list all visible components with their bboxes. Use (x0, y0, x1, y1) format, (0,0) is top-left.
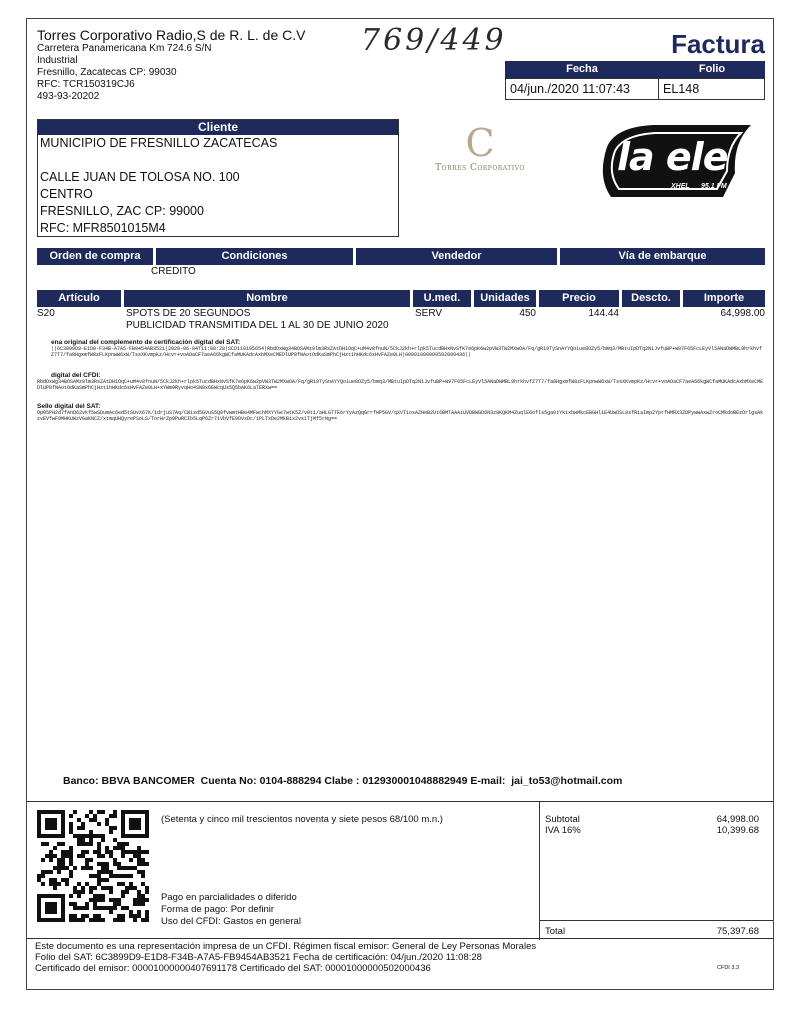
payment-form: Forma de pago: Por definir (161, 904, 275, 915)
footer-line-3: Certificado del emisor: 00001000000407691178 Certificado del SAT: 00001000000502000436 (35, 963, 431, 974)
col-nombre: Nombre (124, 290, 410, 307)
col-unidades: Unidades (474, 290, 536, 307)
sello-sat-label: Sello digital del SAT: (37, 403, 101, 410)
issuer-name: Torres Corporativo Radio,S de R. L. de C.V (37, 27, 306, 43)
row-precio: 144.44 (588, 308, 619, 319)
table-row (37, 308, 765, 336)
client-rfc: RFC: MFR8501015M4 (40, 221, 166, 235)
client-colonia: CENTRO (40, 187, 93, 201)
total-label: Total (545, 926, 566, 937)
torres-logo-mark: C (465, 121, 495, 165)
row-importe: 64,998.00 (720, 308, 765, 319)
totals-labels (545, 814, 581, 836)
issuer-block (37, 27, 337, 103)
iva-value: 10,399.68 (716, 825, 759, 836)
condiciones-header: Condiciones (156, 248, 353, 265)
payment-method: Pago en parcialidades o diferido (161, 892, 297, 903)
iva-label: IVA 16% (545, 825, 581, 836)
la-ele-logo-callsign: XHEL (671, 183, 690, 190)
folio-label: Folio (659, 61, 765, 78)
via-embarque-header: Vía de embarque (560, 248, 765, 265)
issuer-address-3: Fresnillo, Zacatecas CP: 99030 (37, 67, 177, 78)
col-precio: Precio (539, 290, 619, 307)
document-title: Factura (671, 29, 765, 59)
fecha-value: 04/jun./2020 11:07:43 (505, 78, 659, 100)
row-nombre: SPOTS DE 20 SEGUNDOS (126, 308, 251, 319)
invoice-page (26, 18, 774, 990)
col-descto: Descto. (622, 290, 680, 307)
orden-compra-header: Orden de compra (37, 248, 153, 265)
client-street: CALLE JUAN DE TOLOSA NO. 100 (40, 170, 240, 184)
row-articulo: S20 (37, 308, 55, 319)
client-box (37, 119, 399, 237)
total-value: 75,397.68 (716, 926, 759, 937)
la-ele-logo-frequency: 95.1 FM (701, 183, 727, 190)
summary-box (27, 801, 773, 939)
row-unidades: 450 (519, 308, 536, 319)
row-umed: SERV (415, 308, 443, 319)
footer (35, 941, 536, 974)
vendedor-header: Vendedor (356, 248, 557, 265)
issuer-rfc: RFC: TCR150319CJ6 (37, 79, 135, 90)
subtotal-value: 64,998.00 (716, 814, 759, 825)
folio-value: EL148 (659, 78, 765, 100)
qr-code-icon (37, 810, 149, 922)
sello-sat-value: Op05PH2d7fAnD62vkf5wSDumAc6ed5tSUvX67K/1drjuS7Aq/CW1sd5GVuS5Q0fvwmtHBe4MFwchMXYYGe7wtK5Z/v0t1/aHLGTTE6rYyAzQqGrrfHP5GV/qXVT1osAZHeB2Ut6BMTAAAiUVDBWGD6N3z8KQKM4ZuqlE6ofIs5ga0tYk1xbwMkcEBGHl1E4UwDSL8sfRiaImp2YprfHMRX3ZDPywWAxwZroCMkdoBEzOrlgsAkzvEVfwF9MHKUWzVGaKNCZ/xtmqUHQyrePSoLS/TorHrZp9PuRCIb5LqP6Zr71VbVfE9OVxDc/1PLTxDe2MkB1x2vs1TjMf5rNg== (37, 410, 764, 422)
cadena-original-value: ||6C3899D9-E1D8-F34B-A7A5-FB9454AB3521|2020-06-04T11:08:28|SCD110105654|RbdOxWg34BOSAMz9lm3RsZAtDH1OqC+uM4v8fnuN/5CkJ2kh+rlpk5TucdBHxNvSfK7e6pK6w2pVW3TW2MXwOA/Fq/gR19TySnAYYQo1ue8OZy5/bmq3/MBtuIpDTq2N1JvfuBP+W97F65FcLEyVl5ANaDWMBL9hrkhvfZ7T7/fa8HgxmfW8zFLKpnwW6xW/TssXKvmpKz/Hcvr+voAOaCF7aeA66kgWCfaMUKAdcAxbMXeCMEDlUP8fNAotOdKaSmPhCjHzt1hHKdc6sHvFAZe0LH|00001000000502000436|| (51, 346, 763, 358)
fecha-label: Fecha (505, 61, 659, 78)
la-ele-logo (593, 117, 759, 205)
issuer-address-1: Carretera Panamericana Km 724.6 S/N (37, 43, 212, 54)
torres-logo-text: Torres Corporativo (435, 163, 525, 173)
torres-corporativo-logo (415, 123, 545, 193)
bank-info: Banco: BBVA BANCOMER Cuenta No: 0104-888294 Clabe : 012930001048882949 E-mail: jai_to53@hotmail.com (63, 775, 623, 787)
issuer-address-2: Industrial (37, 55, 78, 66)
client-name: MUNICIPIO DE FRESNILLO ZACATECAS (40, 136, 278, 150)
sello-cfdi-label: digital del CFDI: (51, 372, 101, 379)
la-ele-logo-text: la ele (617, 135, 728, 179)
condiciones-value: CREDITO (151, 266, 196, 277)
handwritten-note: 769/449 (361, 23, 507, 58)
col-articulo: Artículo (37, 290, 121, 307)
amount-in-words: (Setenta y cinco mil trescientos noventa y siete pesos 68/100 m.n.) (161, 814, 443, 825)
col-importe: Importe (683, 290, 765, 307)
col-umed: U.med. (413, 290, 471, 307)
client-city: FRESNILLO, ZAC CP: 99000 (40, 204, 204, 218)
row-descripcion: PUBLICIDAD TRANSMITIDA DEL 1 AL 30 DE JUNIO 2020 (126, 320, 389, 331)
cfdi-version: CFDI 3.3 (717, 965, 740, 971)
payment-info (161, 892, 301, 928)
totals-values (647, 814, 759, 836)
subtotal-label: Subtotal (545, 814, 580, 825)
cadena-original-label: ena original del complemento de certificación digital del SAT: (51, 339, 241, 346)
footer-line-1: Este documento es una representación impresa de un CFDI. Régimen fiscal emisor: General de Ley Personas Morales (35, 941, 537, 952)
sat-section (37, 339, 765, 430)
footer-line-2: Folio del SAT: 6C3899D9-E1D8-F34B-A7A5-FB9454AB3521 Fecha de certificación: 04/jun./2020 11:08:28 (35, 952, 482, 963)
cfdi-use: Uso del CFDI: Gastos en general (161, 916, 301, 927)
client-label: Cliente (38, 120, 398, 135)
issuer-phone: 493-93-20202 (37, 91, 100, 102)
sello-cfdi-value: RbdOxWg34BOSAMz9lm3RsZAtDH1OqC+uM4v8fnuN/5CkJ2kh+rlpk5TucdBHxNvSfK7e6pK6w2pVW3TW2MXwOA/Fq/gR19TySnAYYQo1ue8OZy5/bmq3/MBtuIpDTq2N1JvfuBP+W97F65FcLEyVl5ANaDWMBL9hrkhvfZ7T7/fa8HgxmfW8zFLKpnwW6xW/TssXKvmpKz/Hcvr+voAOaCF7aeA66kgWCfaMUKAdcAxbMXeCMEDlUP8fNAotOdKaSmPhCjHzt1hHKdc6sHvFAZe0LH+xYWm9RyvqHo4SN8x6EWcqUs5Q5bAK6LaTERXw== (37, 379, 764, 391)
